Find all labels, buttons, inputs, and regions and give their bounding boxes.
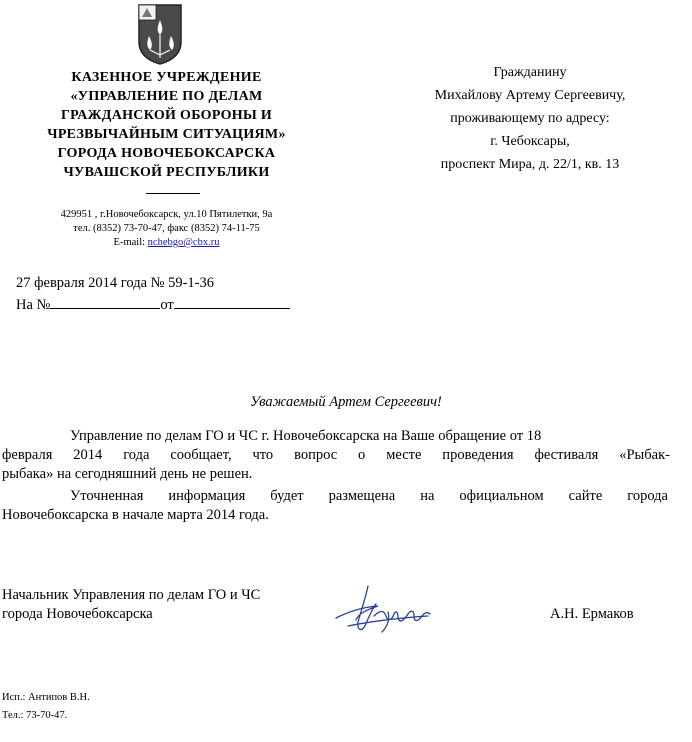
body-paragraph-2-line: Уточненная информация будет размещена на официальном сайте города <box>70 488 668 504</box>
signatory-name: А.Н. Ермаков <box>550 606 634 622</box>
recipient-line: г. Чебоксары, <box>490 134 570 149</box>
recipient-line: проживающему по адресу: <box>450 111 610 126</box>
executor-name: Исп.: Антипов В.Н. <box>2 692 90 703</box>
signatory-position: Начальник Управления по делам ГО и ЧС <box>2 587 261 603</box>
org-name-line: «УПРАВЛЕНИЕ ПО ДЕЛАМ <box>70 89 263 104</box>
org-name-line: ЧРЕЗВЫЧАЙНЫМ СИТУАЦИЯМ» <box>47 127 286 142</box>
ref-middle: от <box>160 297 174 313</box>
coat-of-arms-emblem <box>136 2 184 66</box>
body-paragraph-1-line: рыбака» на сегодняшний день не решен. <box>2 466 253 482</box>
ref-prefix: На № <box>16 297 51 313</box>
recipient-line: Михайлову Артему Сергеевичу, <box>434 88 626 103</box>
org-name-line: ГОРОДА НОВОЧЕБОКСАРСКА <box>57 146 276 161</box>
recipient-line: Гражданину <box>493 65 567 80</box>
org-name-line: КАЗЕННОЕ УЧРЕЖДЕНИЕ <box>71 70 262 85</box>
org-name-line: ГРАЖДАНСКОЙ ОБОРОНЫ И <box>60 108 273 123</box>
signatory-position: города Новочебоксарска <box>2 606 153 622</box>
handwritten-signature <box>328 580 438 642</box>
org-divider <box>146 193 200 194</box>
outgoing-number-line: 27 февраля 2014 года № 59-1-36 <box>16 275 214 291</box>
incoming-reference-line <box>16 294 290 314</box>
ref-number-blank <box>50 294 160 309</box>
org-phones: тел. (8352) 73-70-47, факс (8352) 74-11-75 <box>73 223 260 234</box>
letter-greeting: Уважаемый Артем Сергеевич! <box>250 394 442 410</box>
body-paragraph-2-line: Новочебоксарска в начале марта 2014 года. <box>2 507 269 523</box>
body-paragraph-1-line: Управление по делам ГО и ЧС г. Новочебоксарска на Ваше обращение от 18 <box>70 428 542 444</box>
executor-phone: Тел.: 73-70-47. <box>2 710 68 721</box>
org-address: 429951 , г.Новочебоксарск, ул.10 Пятилетки, 9а <box>60 209 273 220</box>
email-label: E-mail: <box>113 237 148 248</box>
ref-date-blank <box>174 294 290 309</box>
org-email-row <box>0 236 333 249</box>
recipient-line: проспект Мира, д. 22/1, кв. 13 <box>440 157 620 172</box>
body-paragraph-1-line: февраля 2014 года сообщает, что вопрос о месте проведения фестиваля «Рыбак- <box>2 447 670 463</box>
org-name-line: ЧУВАШСКОЙ РЕСПУБЛИКИ <box>63 165 270 180</box>
email-link[interactable]: nchebgo@cbx.ru <box>147 237 220 248</box>
